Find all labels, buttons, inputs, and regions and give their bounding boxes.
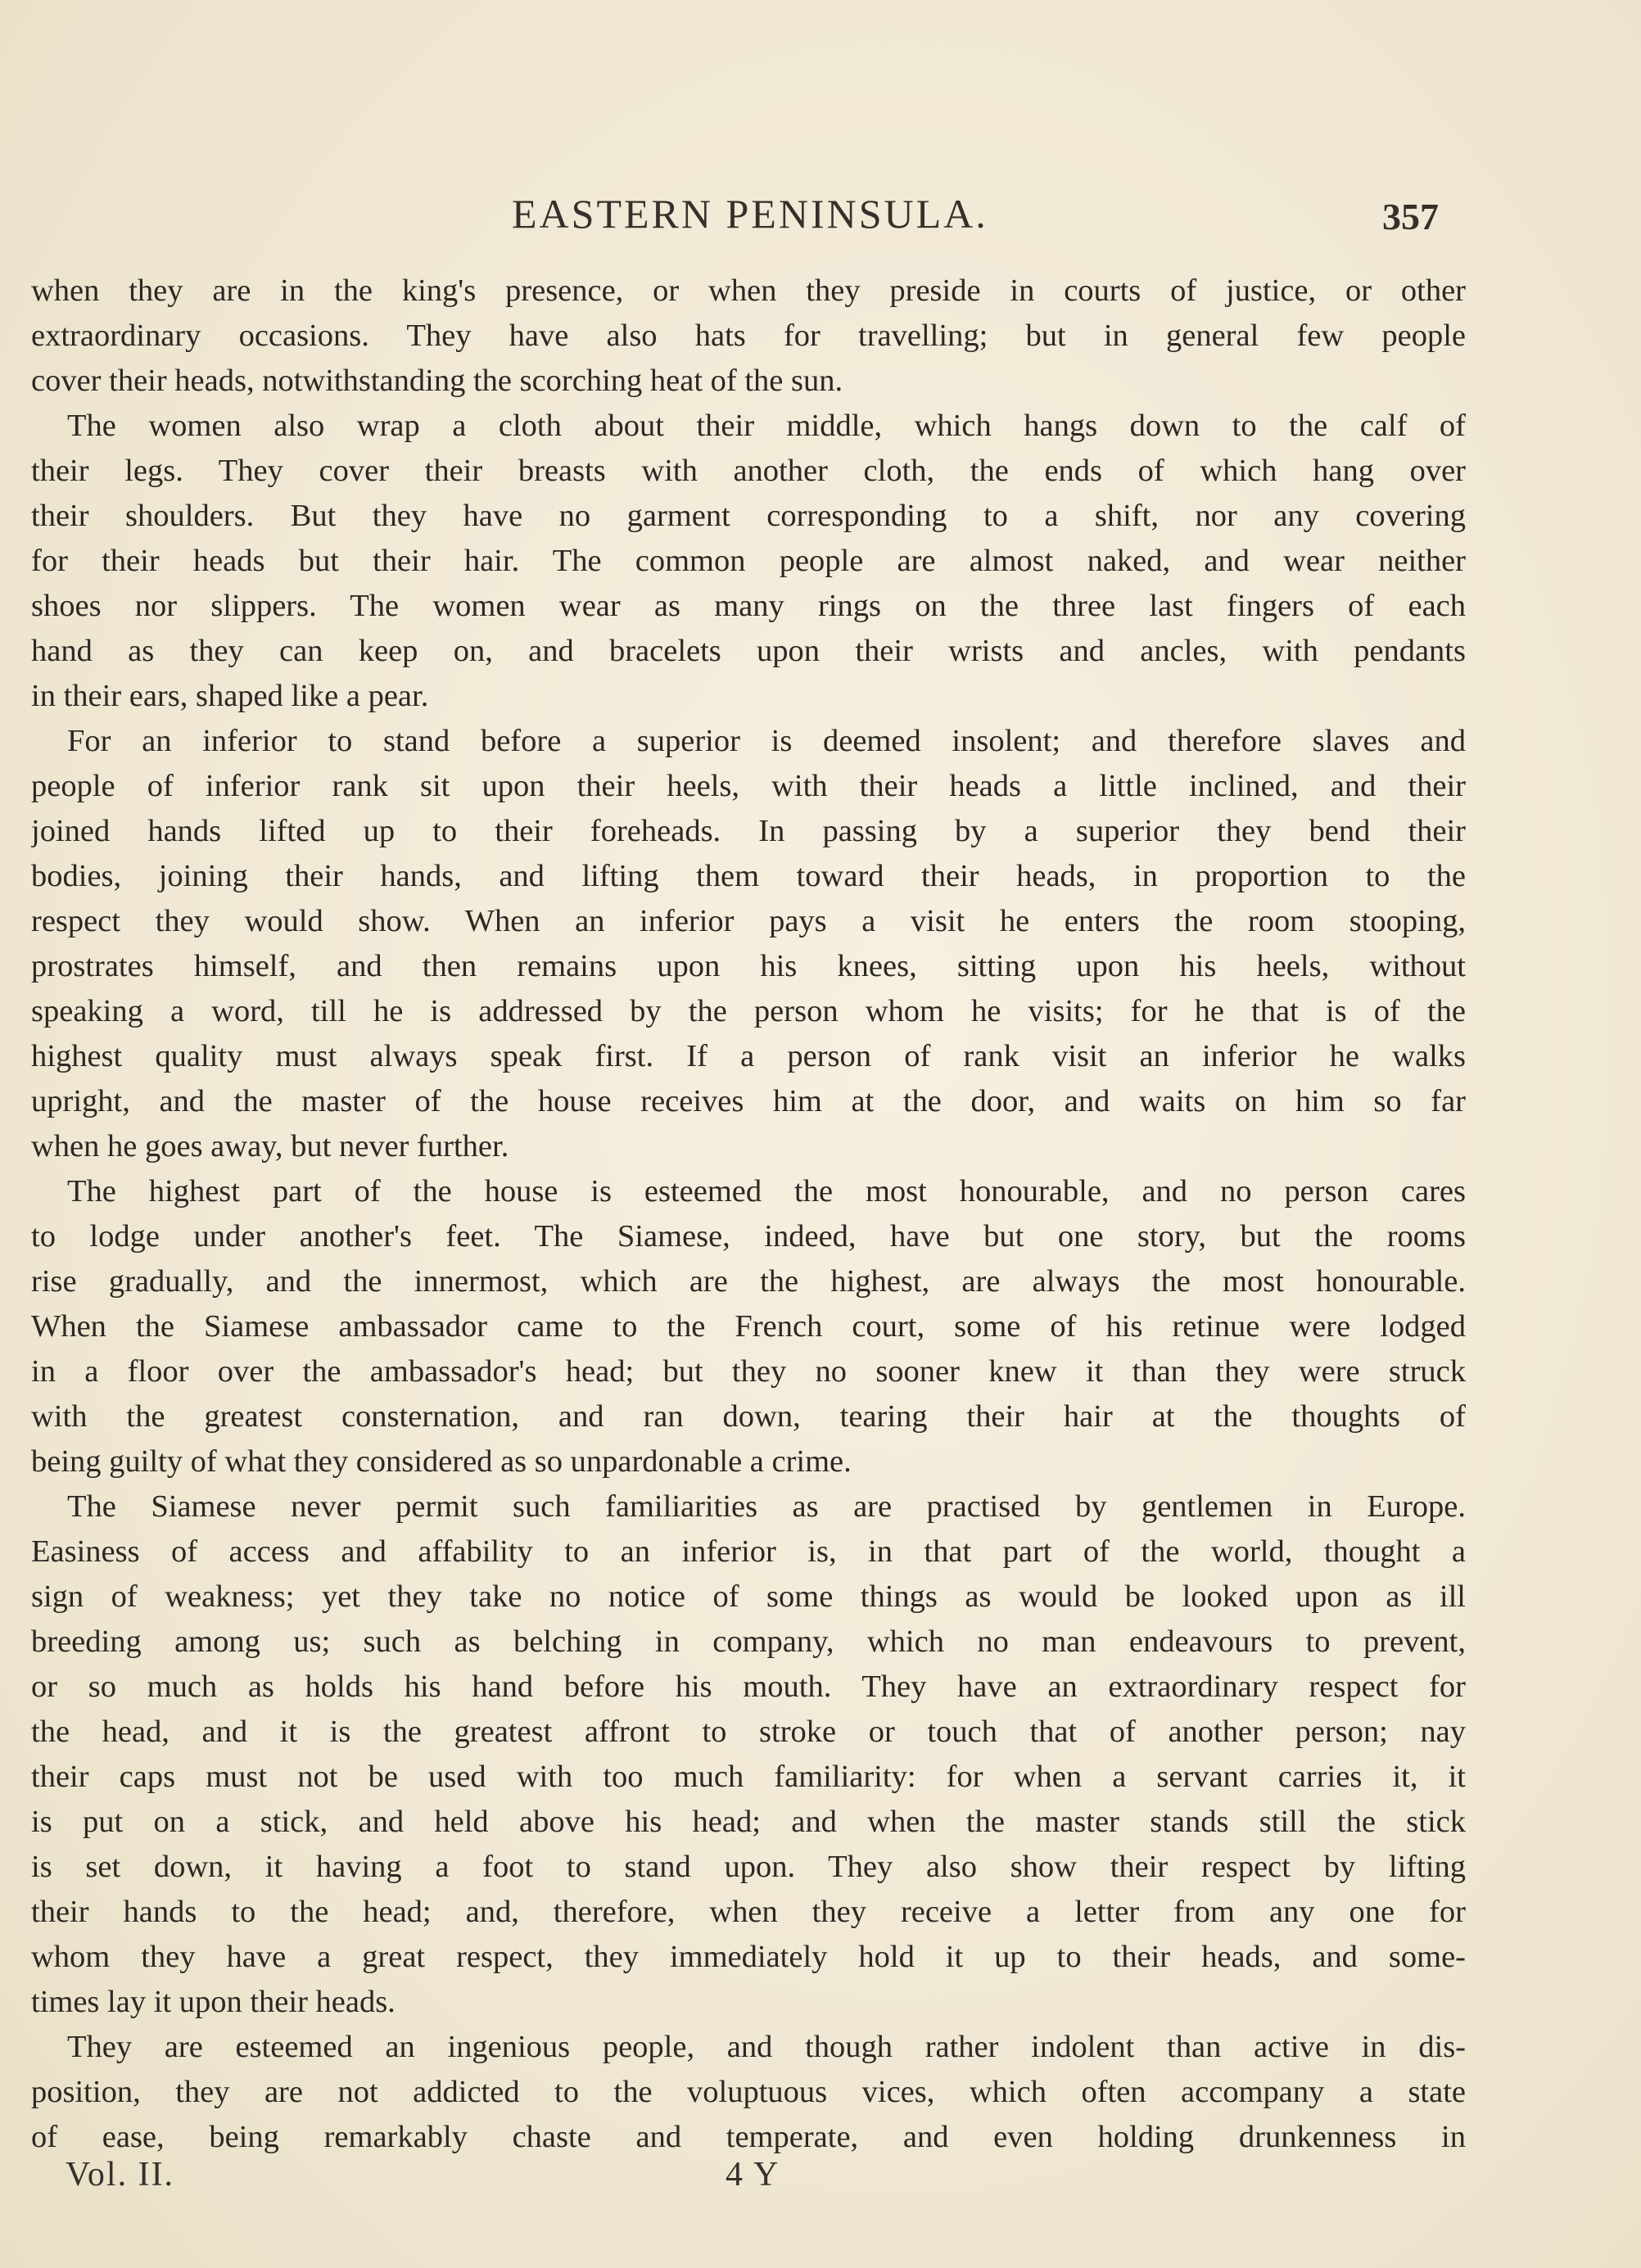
text-line: their legs. They cover their breasts with another cloth, the ends of which hang over	[31, 454, 1466, 488]
text-line: joined hands lifted up to their foreheads. In passing by a superior they bend their	[31, 814, 1466, 848]
text-line: their caps must not be used with too much familiarity: for when a servant carries it, it	[31, 1760, 1466, 1794]
text-line: when he goes away, but never further.	[31, 1129, 509, 1163]
signature-mark: 4 Y	[726, 2156, 780, 2193]
paragraph-2	[31, 404, 1466, 719]
text-line: in their ears, shaped like a pear.	[31, 679, 429, 713]
text-line: times lay it upon their heads.	[31, 1985, 396, 2019]
text-line: their shoulders. But they have no garment corresponding to a shift, nor any covering	[31, 499, 1466, 533]
text-line: for their heads but their hair. The common people are almost naked, and wear neither	[31, 544, 1466, 578]
text-line: speaking a word, till he is addressed by the person whom he visits; for he that is of the	[31, 994, 1466, 1028]
paragraph-3	[31, 719, 1466, 1169]
text-line: The Siamese never permit such familiarities as are practised by gentlemen in Europe.	[67, 1489, 1466, 1524]
volume-mark: Vol. II.	[66, 2156, 175, 2193]
text-line: is set down, it having a foot to stand upon. They also show their respect by lifting	[31, 1850, 1466, 1884]
text-line: whom they have a great respect, they immediately hold it up to their heads, and some-	[31, 1940, 1466, 1974]
page-number: 357	[1382, 196, 1439, 237]
text-line: with the greatest consternation, and ran down, tearing their hair at the thoughts of	[31, 1399, 1466, 1434]
text-line: shoes nor slippers. The women wear as many rings on the three last fingers of each	[31, 589, 1466, 623]
text-line: When the Siamese ambassador came to the French court, some of his retinue were lodged	[31, 1309, 1466, 1344]
text-line: rise gradually, and the innermost, which are the highest, are always the most honourable.	[31, 1264, 1466, 1299]
paragraph-5	[31, 1484, 1466, 2025]
text-line: cover their heads, notwithstanding the scorching heat of the sun.	[31, 364, 843, 398]
text-line: in a floor over the ambassador's head; but they no sooner knew it than they were struck	[31, 1354, 1466, 1389]
text-line: They are esteemed an ingenious people, and though rather indolent than active in dis-	[67, 2030, 1466, 2064]
text-line: people of inferior rank sit upon their heels, with their heads a little inclined, and their	[31, 769, 1466, 803]
page-footer	[0, 2155, 1641, 2204]
text-line: or so much as holds his hand before his mouth. They have an extraordinary respect for	[31, 1669, 1466, 1704]
running-title: EASTERN PENINSULA.	[512, 191, 988, 237]
running-head	[0, 190, 1641, 247]
text-line: to lodge under another's feet. The Siamese, indeed, have but one story, but the rooms	[31, 1219, 1466, 1254]
paragraph-6	[31, 2025, 1466, 2160]
text-line: highest quality must always speak first. If a person of rank visit an inferior he walks	[31, 1039, 1466, 1073]
text-line: is put on a stick, and held above his head; and when the master stands still the stick	[31, 1805, 1466, 1839]
text-line: when they are in the king's presence, or when they preside in courts of justice, or other	[31, 273, 1466, 308]
text-line: prostrates himself, and then remains upon his knees, sitting upon his heels, without	[31, 949, 1466, 983]
paragraph-1	[31, 269, 1466, 404]
text-line: The women also wrap a cloth about their middle, which hangs down to the calf of	[67, 409, 1466, 443]
text-line: being guilty of what they considered as so unpardonable a crime.	[31, 1444, 852, 1479]
text-line: Easiness of access and affability to an inferior is, in that part of the world, thought a	[31, 1534, 1466, 1569]
text-line: the head, and it is the greatest affront to stroke or touch that of another person; nay	[31, 1715, 1466, 1749]
text-line: extraordinary occasions. They have also hats for travelling; but in general few people	[31, 319, 1466, 353]
text-line: breeding among us; such as belching in company, which no man endeavours to prevent,	[31, 1624, 1466, 1659]
text-line: hand as they can keep on, and bracelets upon their wrists and ancles, with pendants	[31, 634, 1466, 668]
text-line: bodies, joining their hands, and lifting them toward their heads, in proportion to the	[31, 859, 1466, 893]
text-line: of ease, being remarkably chaste and temperate, and even holding drunkenness in	[31, 2120, 1466, 2154]
text-line: their hands to the head; and, therefore, when they receive a letter from any one for	[31, 1895, 1466, 1929]
body-text	[31, 269, 1466, 2160]
text-line: The highest part of the house is esteemed the most honourable, and no person cares	[67, 1174, 1466, 1209]
text-line: For an inferior to stand before a superior is deemed insolent; and therefore slaves and	[67, 724, 1466, 758]
text-line: position, they are not addicted to the voluptuous vices, which often accompany a state	[31, 2075, 1466, 2109]
paragraph-4	[31, 1169, 1466, 1484]
text-line: sign of weakness; yet they take no notice of some things as would be looked upon as ill	[31, 1579, 1466, 1614]
text-line: upright, and the master of the house receives him at the door, and waits on him so far	[31, 1084, 1466, 1118]
text-line: respect they would show. When an inferior pays a visit he enters the room stooping,	[31, 904, 1466, 938]
